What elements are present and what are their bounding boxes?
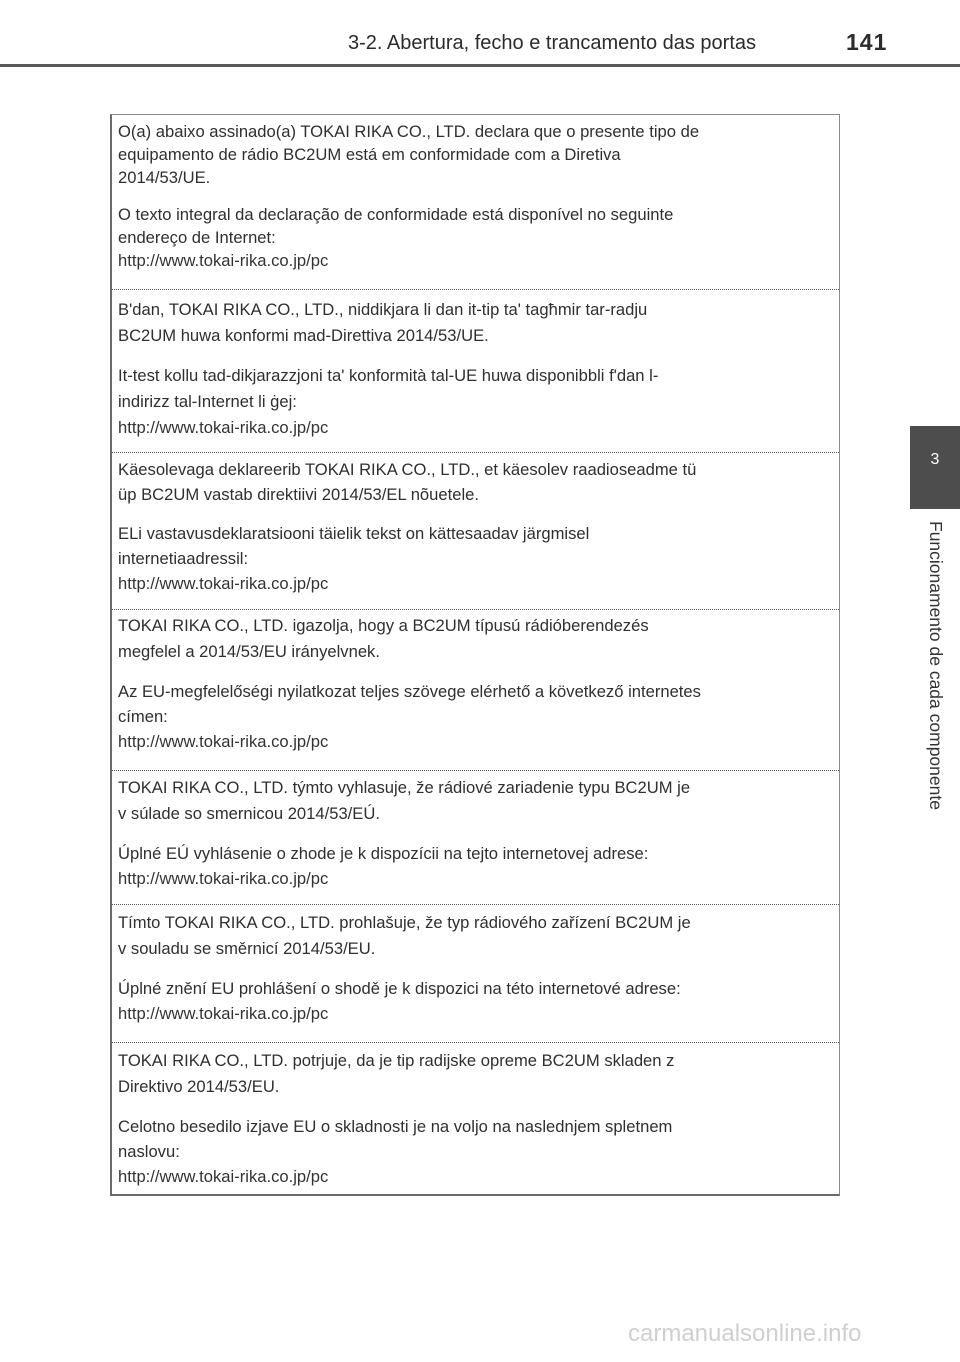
- declaration-url[interactable]: http://www.tokai-rika.co.jp/pc: [118, 418, 329, 437]
- declaration-availability: Úplné znění EU prohlášení o shodě je k dispozici na této internetové adrese:: [118, 979, 681, 998]
- declaration-availability: ELi vastavusdeklaratsiooni täielik tekst on kättesaadav järgmisel: [118, 524, 590, 543]
- declaration-url[interactable]: http://www.tokai-rika.co.jp/pc: [118, 574, 329, 593]
- section-title: 3-2. Abertura, fecho e trancamento das portas: [348, 32, 757, 54]
- declaration-availability: O texto integral da declaração de conformidade está disponível no seguinte: [118, 205, 674, 224]
- declaration-slovak: [112, 771, 839, 905]
- declaration-text: Direktivo 2014/53/EU.: [118, 1077, 280, 1096]
- declaration-text: 2014/53/UE.: [118, 168, 211, 187]
- declaration-text: BC2UM huwa konformi mad-Direttiva 2014/53/UE.: [118, 326, 489, 345]
- declaration-maltese: [112, 290, 839, 453]
- declaration-estonian: [112, 453, 839, 610]
- declaration-text: Käesolevaga deklareerib TOKAI RIKA CO., LTD., et käesolev raadioseadme tü: [118, 460, 697, 479]
- declaration-url[interactable]: http://www.tokai-rika.co.jp/pc: [118, 251, 329, 270]
- declaration-text: TOKAI RIKA CO., LTD. igazolja, hogy a BC2UM típusú rádióberendezés: [118, 616, 649, 635]
- declaration-text: Tímto TOKAI RIKA CO., LTD. prohlašuje, že typ rádiového zařízení BC2UM je: [118, 913, 691, 932]
- declaration-availability: endereço de Internet:: [118, 228, 276, 247]
- declaration-availability: Celotno besedilo izjave EU o skladnosti je na voljo na naslednjem spletnem: [118, 1117, 673, 1136]
- declaration-url[interactable]: http://www.tokai-rika.co.jp/pc: [118, 1167, 329, 1186]
- declaration-czech: [112, 905, 839, 1043]
- declaration-text: TOKAI RIKA CO., LTD. potrjuje, da je tip radijske opreme BC2UM skladen z: [118, 1051, 675, 1070]
- declaration-availability: naslovu:: [118, 1142, 180, 1161]
- chapter-tab[interactable]: [910, 426, 960, 509]
- declaration-url[interactable]: http://www.tokai-rika.co.jp/pc: [118, 1004, 329, 1023]
- declaration-availability: indirizz tal-Internet li ġej:: [118, 392, 297, 411]
- declaration-availability: internetiaadressil:: [118, 549, 249, 568]
- header-divider: [0, 64, 960, 67]
- declaration-text: megfelel a 2014/53/EU irányelvnek.: [118, 642, 380, 661]
- declaration-text: TOKAI RIKA CO., LTD. týmto vyhlasuje, že rádiové zariadenie typu BC2UM je: [118, 778, 691, 797]
- declaration-text: v souladu se směrnicí 2014/53/EU.: [118, 939, 376, 958]
- declaration-url[interactable]: http://www.tokai-rika.co.jp/pc: [118, 869, 329, 888]
- declaration-availability: címen:: [118, 707, 168, 726]
- declaration-text: O(a) abaixo assinado(a) TOKAI RIKA CO., LTD. declara que o presente tipo de: [118, 122, 700, 141]
- declaration-availability: It-test kollu tad-dikjarazzjoni ta' konformità tal-UE huwa disponibbli f'dan l-: [118, 366, 659, 385]
- declaration-text: B'dan, TOKAI RIKA CO., LTD., niddikjara li dan it-tip ta' tagħmir tar-radju: [118, 300, 648, 319]
- declaration-text: equipamento de rádio BC2UM está em conformidade com a Diretiva: [118, 145, 621, 164]
- declaration-url[interactable]: http://www.tokai-rika.co.jp/pc: [118, 732, 329, 751]
- declaration-slovenian: [112, 1043, 839, 1196]
- watermark: carmanualsonline.info: [628, 1320, 862, 1347]
- declaration-availability: Az EU-megfelelőségi nyilatkozat teljes szövege elérhető a következő internetes: [118, 682, 701, 701]
- chapter-title: Funcionamento de cada componente: [926, 521, 946, 810]
- declaration-text: üp BC2UM vastab direktiivi 2014/53/EL nõuetele.: [118, 485, 479, 504]
- declaration-availability: Úplné EÚ vyhlásenie o zhode je k dispozícii na tejto internetovej adrese:: [118, 844, 649, 863]
- page-number: 141: [846, 29, 888, 55]
- declaration-text: v súlade so smernicou 2014/53/EÚ.: [118, 804, 380, 823]
- declaration-portuguese: [112, 115, 839, 290]
- chapter-number: 3: [930, 451, 940, 468]
- declarations-box: [110, 114, 840, 1196]
- declaration-hungarian: [112, 610, 839, 771]
